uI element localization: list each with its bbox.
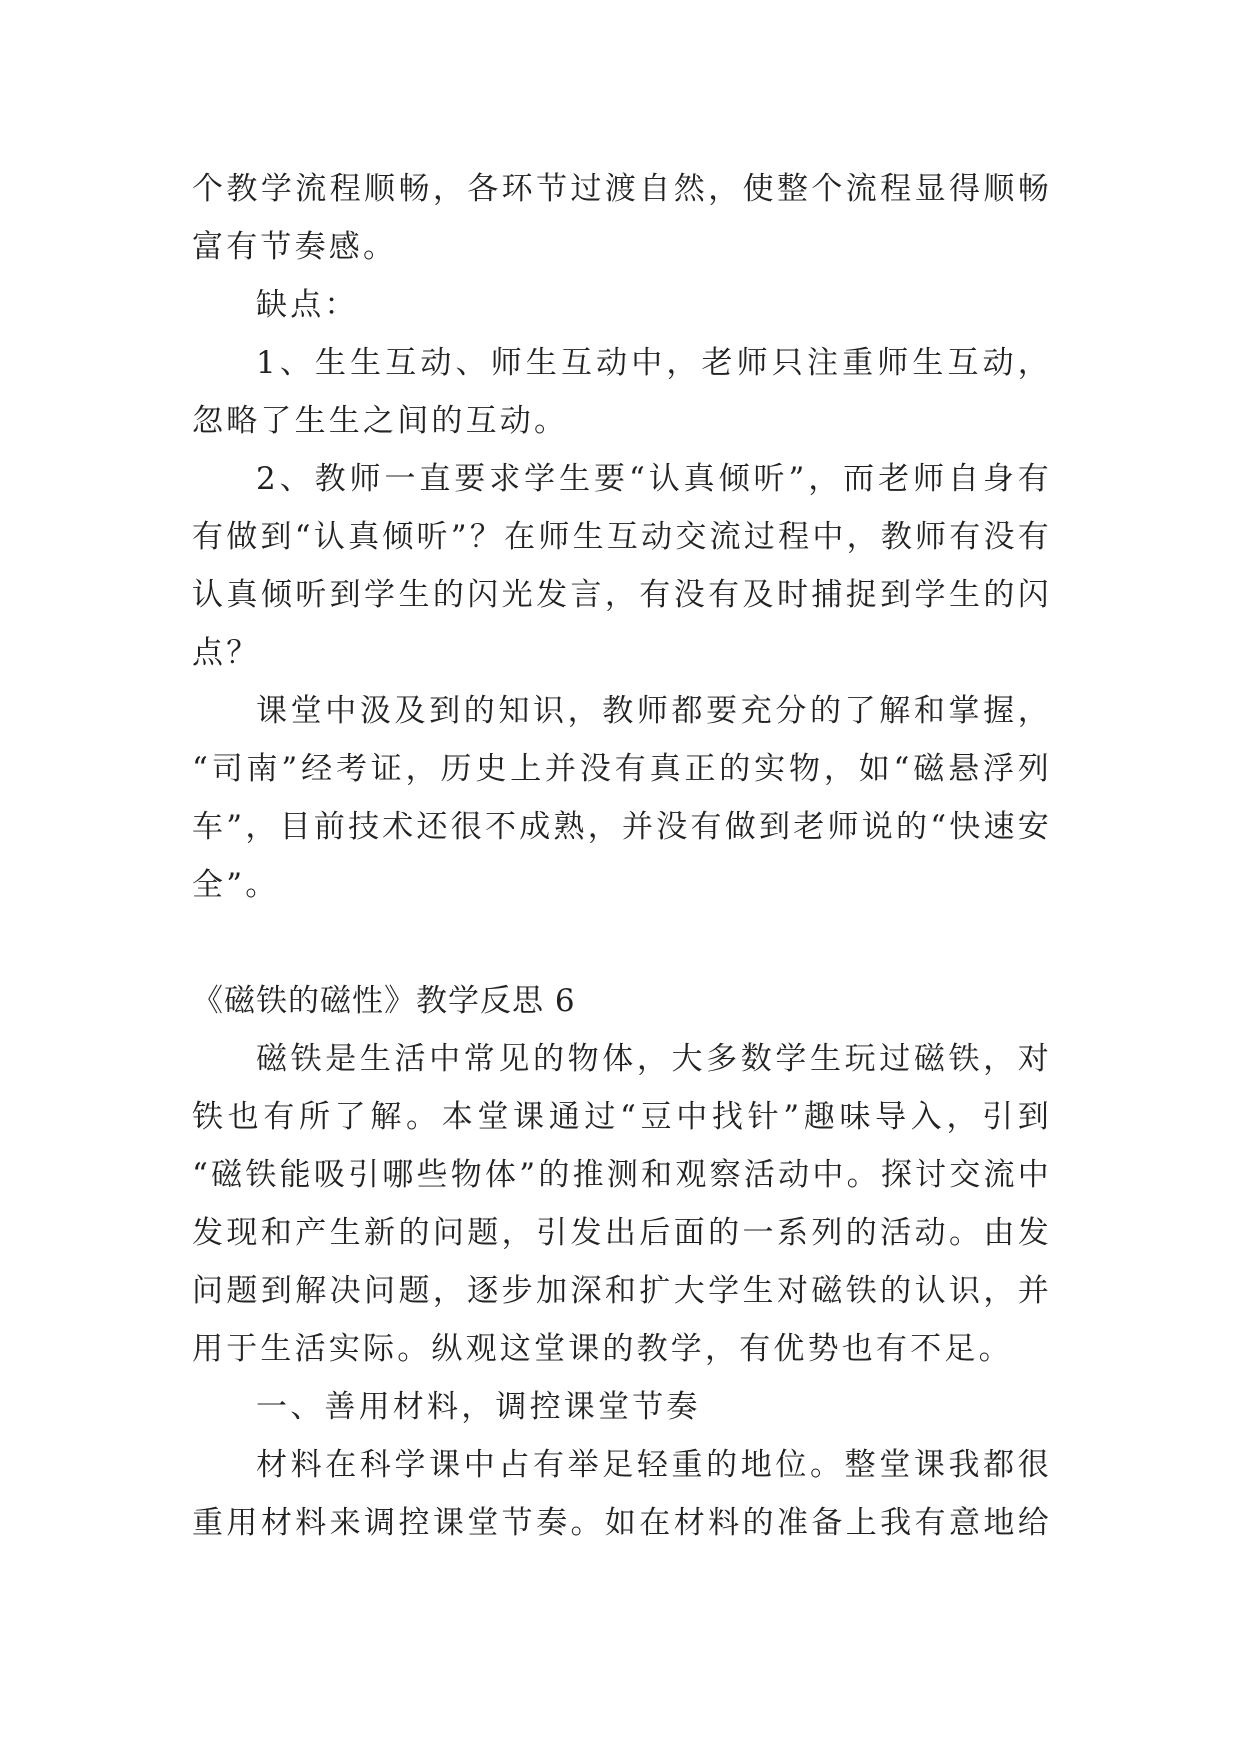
- section-p1-line-6: 用于生活实际。纵观这堂课的教学，有优势也有不足。: [192, 1331, 1013, 1367]
- document-page: [192, 160, 1052, 1552]
- section-p2-line-2: 重用材料来调控课堂节奏。如在材料的准备上我有意地给: [192, 1505, 1052, 1541]
- weakness-label: 缺点：: [256, 287, 359, 323]
- section-gap: [192, 914, 1052, 972]
- section-p2-line-1: 材料在科学课中占有举足轻重的地位。整堂课我都很: [256, 1447, 1052, 1483]
- weakness-item-2-line-4: 点？: [192, 635, 261, 671]
- intro-line-1: 个教学流程顺畅，各环节过渡自然，使整个流程显得顺畅: [192, 171, 1052, 207]
- weakness-item-2-line-3: 认真倾听到学生的闪光发言，有没有及时捕捉到学生的闪: [192, 577, 1052, 613]
- weakness-item-2-line-2: 有做到“认真倾听”？在师生互动交流过程中，教师有没有: [192, 519, 1052, 555]
- section-p1-line-3: “磁铁能吸引哪些物体”的推测和观察活动中。探讨交流中: [192, 1157, 1052, 1193]
- section-p1-line-5: 问题到解决问题，逐步加深和扩大学生对磁铁的认识，并: [192, 1273, 1052, 1309]
- section-p1-line-4: 发现和产生新的问题，引发出后面的一系列的活动。由发: [192, 1215, 1052, 1251]
- section-heading-1: 一、善用材料，调控课堂节奏: [256, 1389, 701, 1425]
- section-title: 《磁铁的磁性》教学反思 6: [192, 983, 576, 1019]
- knowledge-line-3: 车”，目前技术还很不成熟，并没有做到老师说的“快速安: [192, 809, 1052, 845]
- section-p1-line-2: 铁也有所了解。本堂课通过“豆中找针”趣味导入，引到: [192, 1099, 1052, 1135]
- intro-line-2: 富有节奏感。: [192, 229, 398, 265]
- weakness-item-2-line-1: 2、教师一直要求学生要“认真倾听”，而老师自身有: [256, 461, 1052, 497]
- knowledge-line-4: 全”。: [192, 867, 280, 903]
- weakness-item-1-line-2: 忽略了生生之间的互动。: [192, 403, 569, 439]
- knowledge-line-1: 课堂中汲及到的知识，教师都要充分的了解和掌握，: [256, 693, 1052, 729]
- weakness-item-1-line-1: 1、生生互动、师生互动中，老师只注重师生互动，: [256, 345, 1052, 381]
- knowledge-line-2: “司南”经考证，历史上并没有真正的实物，如“磁悬浮列: [192, 751, 1052, 787]
- section-p1-line-1: 磁铁是生活中常见的物体，大多数学生玩过磁铁，对: [256, 1041, 1052, 1077]
